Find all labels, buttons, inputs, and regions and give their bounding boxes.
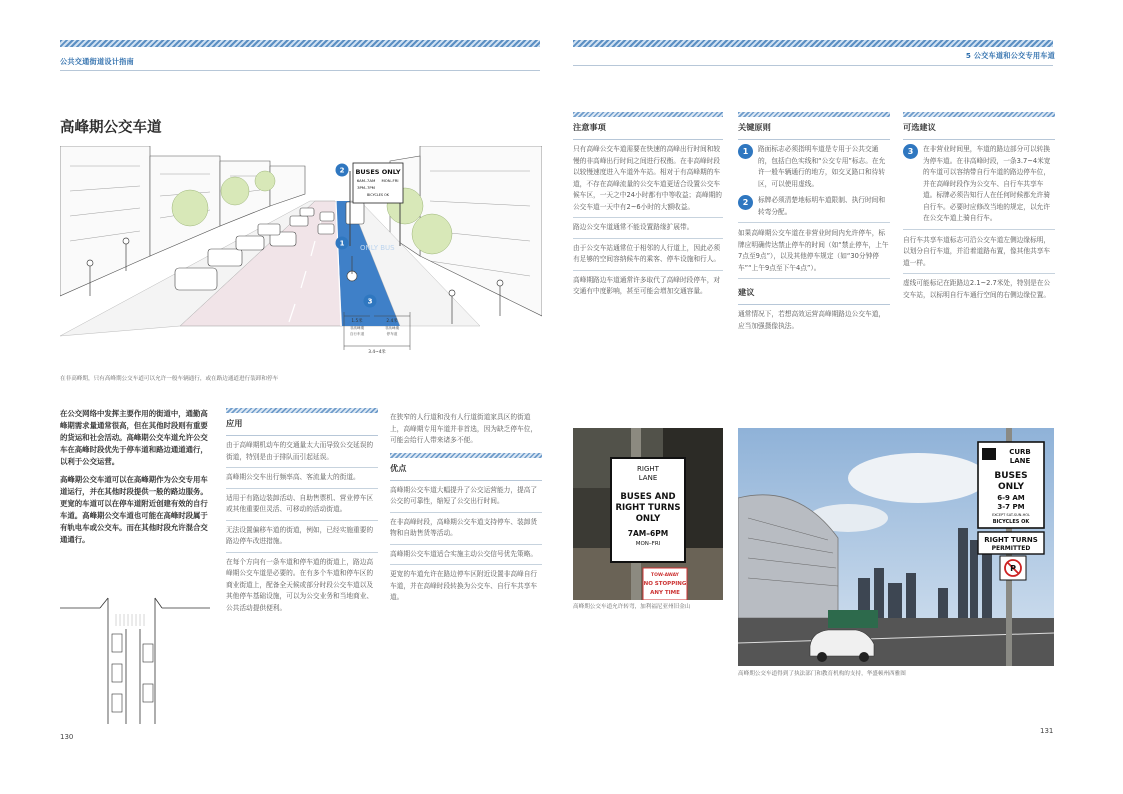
sign-line-3: MON–FRI	[381, 178, 399, 183]
application-item-3: 适用于有路边装卸活动、自助售票机、营业停车区或其他重要但灵活、可移动的活动街道。	[226, 493, 378, 521]
sea-sign-line-1: CURB	[1009, 448, 1031, 456]
principle-item-2	[738, 195, 890, 223]
sf-sign-line-3: BUSES AND	[620, 492, 676, 502]
principle-number-2: 2	[738, 195, 753, 210]
options-rule	[903, 139, 1055, 140]
left-page-number: 130	[60, 733, 74, 741]
option-extra-1: 自行车共享车道标志可沿公交车道左侧边缘标明，以划分自行车道，并沿着道路布置，像其他共享车道一样。	[903, 235, 1055, 275]
right-header-rule	[573, 65, 1053, 66]
principles-rule	[738, 139, 890, 140]
svg-text:P: P	[1010, 564, 1016, 573]
option-number-3: 3	[903, 144, 918, 159]
principle-extra: 如果高峰期公交车道在非营业时间内允许停车，标牌应明确传达禁止停车的时间（如“禁止停车，上午7点至9点”），以及其他停车规定（如“30分钟停车”“上午9点至下午4点”）。	[738, 228, 890, 279]
photo-san-francisco-svg	[573, 428, 723, 600]
principles-heading: 关键原则	[738, 122, 771, 132]
callout-2: 2	[339, 166, 345, 175]
sea-turn-sign-line-2: PERMITTED	[991, 545, 1031, 552]
option-text-1: 在非营业时间里，车道的路边部分可以转换为停车道。在非高峰时段，一条3.7~4米宽的车道可以容纳带自行车道的路边停车位，并在高峰时段作为公交车、自行车共享车道。标牌必须告知行人在任何时候都允许骑自行车。必要时应修改当地的规定，以允许在公交车道上骑自行车。	[923, 145, 1051, 223]
illustration-caption: 在非高峰期，只有高峰期公交车道可以允许一般车辆通行，或在路边通道进行装卸和停车	[60, 376, 279, 382]
narrow-sidewalk-note: 在狭窄的人行道和没有人行道街道家具区的街道上，高峰期专用车道并非首选，因为缺乏停车位，可能会给行人带来诸多不便。	[390, 413, 538, 445]
application-item-1: 由于高峰期机动车的交通量太大而导致公交延误的街道，特别是由于排队而引起延误。	[226, 440, 378, 468]
note-item-4: 高峰期路边车道通常许多取代了高峰时段停车，对交通有中度影响，甚至可能会增加交通容量。	[573, 275, 721, 296]
options-hatch	[903, 112, 1055, 117]
principles-hatch	[738, 112, 890, 117]
advantage-item-4: 更宽的车道允许在路边停车区附近设置非高峰自行车道，并在高峰时段转换为公交车、自行车共享车道。	[390, 570, 538, 602]
option-extra-2: 虚线可能标记在距路边2.1~2.7米处，特别是在公交车站，以标明自行车通行空间的右侧边缘位置。	[903, 279, 1051, 299]
tow-sign-line-1: TOW-AWAY	[651, 573, 679, 578]
plan-diagram-svg	[60, 594, 210, 724]
application-item-4: 无法设置偏移车道的街道，例如，已经实施重要的路边停车改进措施。	[226, 525, 378, 553]
sea-sign-line-4: ONLY	[997, 482, 1025, 492]
right-page-number: 131	[1040, 727, 1054, 735]
recommendation-text: 通常情况下，若想高效运营高峰期路边公交车道，应当加强摄像执法。	[738, 310, 886, 330]
advantages-column	[390, 412, 542, 604]
sea-sign-line-5: 6-9 AM	[997, 494, 1025, 502]
principle-text-2: 标牌必须清楚地标明车道限制、执行时间和转弯分配。	[758, 196, 886, 216]
notes-column	[573, 112, 723, 298]
plan-diagram	[60, 594, 210, 724]
notes-hatch	[573, 112, 723, 117]
street-illustration	[60, 146, 542, 370]
advantage-item-3: 高峰期公交车道适合实施主动公交信号优先策略。	[390, 549, 542, 566]
sign-line-2: 6AM–7AM	[356, 178, 376, 183]
sea-turn-sign-line-1: RIGHT TURNS	[984, 536, 1038, 544]
left-header-hatch	[60, 40, 540, 47]
dim-right-label: 2.4米	[386, 319, 398, 324]
photo-seattle	[738, 428, 1054, 666]
notes-rule	[573, 139, 723, 140]
intro-paragraph-1: 在公交网络中发挥主要作用的街道中，通勤高峰期需求量通常很高，但在其他时段则有重要的货运和社会活动。高峰期公交车道允许公交车在高峰时段优先于停车道和路边通道通行，以利于公交运营。	[60, 409, 208, 466]
advantages-rule	[390, 480, 542, 481]
application-item-5: 在每个方向有一条车道和停车道的街道上，路边高峰期公交车道是必要的。在有多个车道和停车区的商业街道上，配备全天候或部分时段公交车道以及其他停车基础设施，可以为公交业务和当地商业、公共活动提供便利。	[226, 557, 374, 612]
principle-item-1	[738, 144, 890, 190]
sign-line-5: BICYCLES OK	[366, 193, 390, 197]
options-heading: 可选建议	[903, 122, 936, 132]
svg-text:非高峰期: 非高峰期	[349, 326, 365, 330]
application-heading: 应用	[226, 418, 243, 428]
sea-sign-line-6: 3-7 PM	[997, 503, 1025, 511]
sign-line-4: 3PM–7PM	[357, 185, 375, 190]
application-rule	[226, 435, 378, 436]
photo1-caption: 高峰期公交车道允许转弯，加利福尼亚州旧金山	[573, 604, 691, 610]
application-item-2: 高峰期公交车出行频率高、客流量大的街道。	[226, 472, 378, 489]
sf-sign-line-4: RIGHT TURNS	[615, 503, 681, 513]
sf-sign-line-5: ONLY	[635, 514, 661, 524]
dim-left-label: 1.5米	[351, 319, 363, 324]
photo-seattle-svg	[738, 428, 1054, 666]
svg-text:自行车道: 自行车道	[349, 332, 365, 336]
advantages-hatch	[390, 453, 542, 458]
sign-line-1: BUSES ONLY	[355, 168, 401, 176]
principle-number-1: 1	[738, 144, 753, 159]
sea-sign-line-7: EXCEPT SAT-SUN-HOL	[992, 513, 1030, 517]
note-item-1: 只有高峰公交车道需要在快速的高峰出行时间和较慢的非高峰出行时间之间进行权衡。在非高峰时段以较慢速度进入车道外车站。相对于有高峰期的车道，不存在高峰流量的公交车道更适合设置公交车候车区，一天之中24小时都有中等收益；高峰期的公交车道一天中有2~6小时的大额收益。	[573, 144, 723, 218]
application-hatch	[226, 408, 378, 413]
tow-sign-line-2: NO STOPPING	[643, 581, 687, 587]
svg-text:停车道: 停车道	[386, 332, 398, 336]
page-title: 高峰期公交车道	[60, 120, 162, 136]
right-header-hatch	[573, 40, 1053, 47]
advantages-heading: 优点	[390, 462, 407, 473]
right-running-head: 5 公交车道和公交专用车道	[965, 51, 1055, 60]
application-column	[226, 408, 378, 614]
recommendation-rule	[738, 304, 890, 305]
notes-heading: 注意事项	[573, 122, 606, 132]
principles-column	[738, 112, 890, 332]
advantage-item-1: 高峰期公交车道大幅提升了公交运营能力，提高了公交的可靠性，缩短了公交出行时间。	[390, 485, 542, 513]
note-item-3: 由于公交车站通常位于相邻的人行道上，因此必须有足够的空间容纳候车的乘客、停车设施和行人。	[573, 243, 723, 271]
recommendation-heading: 建议	[738, 287, 755, 298]
dim-bottom-label: 3.4~4米	[368, 350, 386, 355]
sea-sign-line-3: BUSES	[994, 471, 1028, 481]
svg-text:非高峰期: 非高峰期	[384, 326, 400, 330]
lane-marking-text: ONLY BUS	[360, 244, 395, 252]
left-header-rule	[60, 70, 540, 71]
sf-sign-line-7: MON–FRI	[635, 541, 661, 547]
intro-paragraph-2: 高峰期公交车道可以在高峰期作为公交专用车道运行，并在其他时段提供一般的路边服务。更宽的车道可以在停车道附近创建有效的自行车道。高峰期公交车道也可能在高峰时段属于有轨电车或公交车。而在其他时段允许混合交通通行。	[60, 474, 208, 544]
options-column	[903, 112, 1055, 301]
sf-sign-line-6: 7AM–6PM	[627, 529, 669, 538]
sea-sign-line-8: BICYCLES OK	[992, 519, 1030, 525]
tow-sign-line-3: ANY TIME	[650, 590, 680, 596]
note-item-2: 路边公交车道通常不能设置路缘扩展带。	[573, 222, 723, 239]
option-item-1	[903, 144, 1055, 230]
advantage-item-2: 在非高峰时段，高峰期公交车道支持停车、装卸货物和自助售货等活动。	[390, 517, 542, 545]
intro-column	[60, 408, 210, 546]
photo2-caption: 高峰期公交车道得到了执法部门和教育机构的支持，华盛顿州西雅图	[738, 671, 906, 677]
left-running-head: 公共交通街道设计指南	[60, 57, 134, 66]
photo-san-francisco	[573, 428, 723, 600]
sea-sign-line-2: LANE	[1009, 457, 1031, 465]
principle-text-1: 路面标志必须指明车道是专用于公共交通的，包括白色实线和“公交专用”标志。在允许一般车辆通行的地方，如交叉路口和待转区，可以使用虚线。	[758, 145, 886, 188]
sf-sign-line-1: RIGHT	[637, 465, 659, 473]
callout-3: 3	[367, 297, 373, 306]
sf-sign-line-2: LANE	[638, 474, 658, 482]
street-illustration-svg	[60, 146, 542, 370]
callout-1: 1	[339, 239, 345, 248]
